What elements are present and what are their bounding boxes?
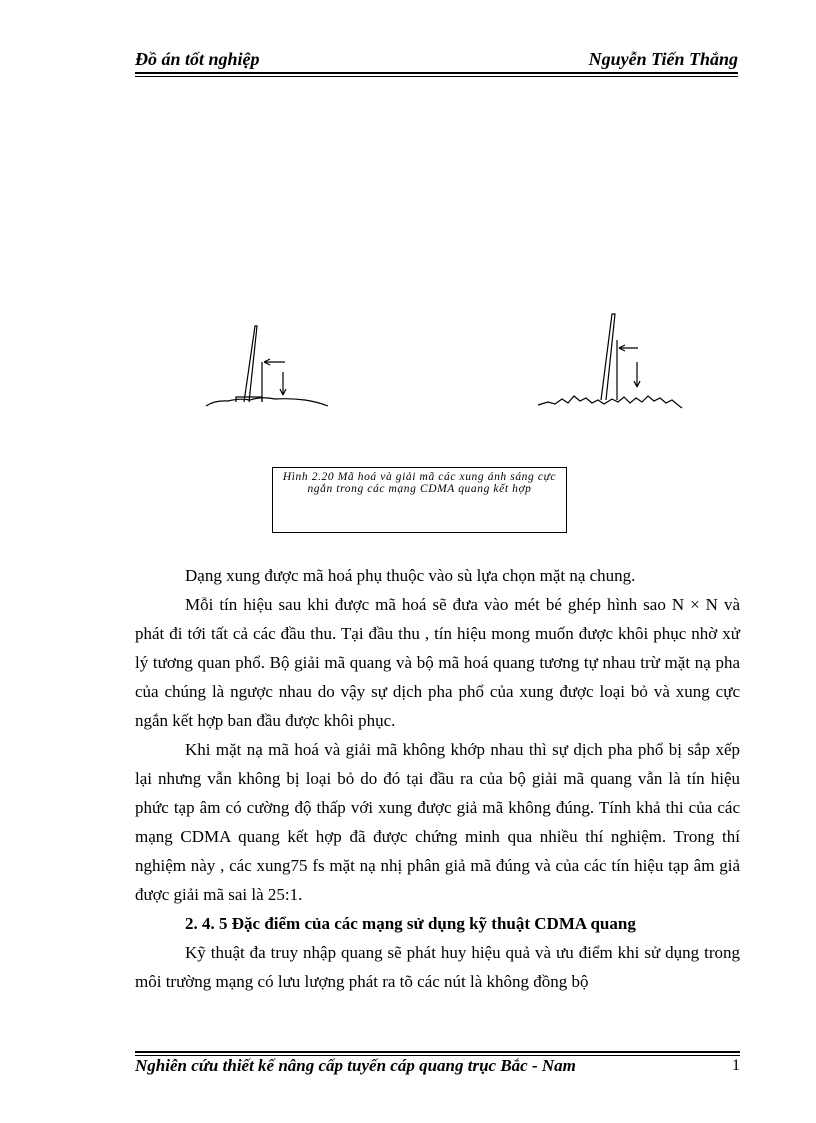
footer-rule [135,1051,740,1053]
header-author: Nguyễn Tiến Thắng [588,49,738,69]
section-heading: 2. 4. 5 Đặc điểm của các mạng sử dụng kỹ thuật CDMA quang [185,914,636,933]
header-left-title: Đồ án tốt nghiệp [135,49,260,69]
pulse-figure [0,300,816,420]
page-number: 1 [732,1057,740,1074]
paragraph: Kỹ thuật đa truy nhập quang sẽ phát huy hiệu quả và ưu điểm khi sử dụng trong môi trường mạng có lưu lượng phát ra tõ các nút là không đồng bộ [135,943,740,991]
footer-title: Nghiên cứu thiết kế nâng cấp tuyến cáp quang trục Bắc - Nam [135,1056,576,1075]
figure-caption: Hình 2.20 Mã hoá và giải mã các xung ánh sáng cực ngắn trong các mạng CDMA quang kết hợp [272,467,567,533]
header-rule-thin [135,76,738,77]
pulse-spike-right [601,314,615,400]
paragraph: Mỗi tín hiệu sau khi được mã hoá sẽ đưa vào mét bé ghép hình sao N × N và phát đi tới tất cả các đầu thu. Tại đầu thu , tín hiệu mong muốn được khôi phục nhờ xử lý tương quan phổ. Bộ giải mã quang và bộ mã hoá quang tương tự nhau trừ mặt nạ pha của chúng là ngược nhau do vậy sự dịch pha phổ của xung được loại bỏ và xung cực ngắn kết hợp ban đầu được khôi phục. [135,595,740,730]
header-rule [135,72,738,74]
paragraph: Khi mặt nạ mã hoá và giải mã không khớp nhau thì sự dịch pha phổ bị sắp xếp lại nhưng vẫn không bị loại bỏ do đó tại đầu ra của bộ giải mã quang vẫn là tín hiệu phức tạp âm có cường độ thấp với xung được giả mã không đúng. Tính khả thi của các mạng CDMA quang kết hợp đã được chứng minh qua nhiều thí nghiệm. Trong thí nghiệm này , các xung75 fs mặt nạ nhị phân giả mã đúng và của các tín hiệu tạp âm giả được giải mã sai là 25:1. [135,740,740,904]
noisy-baseline-right [538,396,682,408]
paragraph: Dạng xung được mã hoá phụ thuộc vào sù lựa chọn mặt nạ chung. [185,566,636,585]
pulse-diagram-right [538,314,682,408]
baseline-left [206,398,328,406]
body-text [135,561,740,996]
pulse-spike-left [244,326,257,402]
pulse-diagram-left [206,326,328,406]
